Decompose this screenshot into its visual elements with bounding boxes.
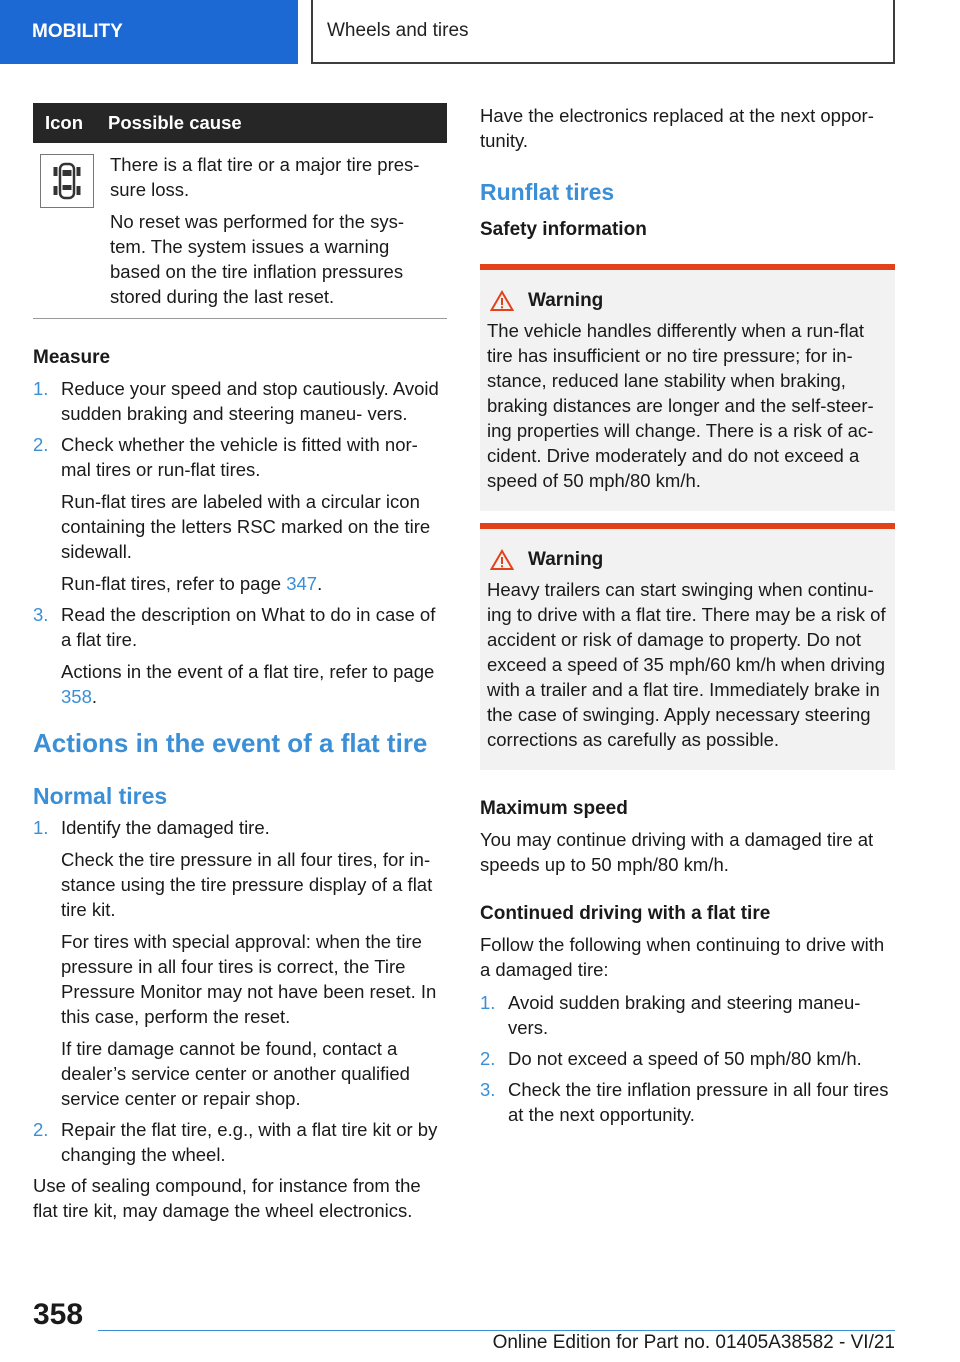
tire-pressure-warning-icon <box>40 154 94 208</box>
measure-item-1: Reduce your speed and stop cautiously. Avoid sudden braking and steering maneu‐ vers. <box>61 378 439 424</box>
flat-item-1-check: Check the tire pressure in all four tires, for in‐ stance using the tire pressure display of a flat tire kit. <box>61 849 433 920</box>
max-speed-text: You may continue driving with a damaged tire at speeds up to 50 mph/80 km/h. <box>480 829 874 875</box>
measure-item-2-note: Run-flat tires are labeled with a circular icon containing the letters RSC marked on the tire sidewall. <box>61 491 431 562</box>
table-row <box>33 143 447 319</box>
warning-title: Warning <box>528 549 604 570</box>
list-item <box>33 602 447 709</box>
list-item <box>480 990 895 1040</box>
table-header-icon: Icon <box>44 112 84 133</box>
footer-edition: Online Edition for Part no. 01405A38582 - VI/21 <box>492 1332 895 1353</box>
measure-item-2-text: Check whether the vehicle is fitted with nor‐ mal tires or run-flat tires. <box>61 434 418 480</box>
flat-tire-heading: Actions in the event of a flat tire <box>33 728 428 758</box>
list-number: 3. <box>33 604 49 625</box>
cause-text-2: No reset was performed for the sys‐ tem. The system issues a warning based on the tire inflation pressures stored during the last reset. <box>110 211 405 307</box>
list-number: 1. <box>33 378 49 399</box>
measure-item-3-text: Read the description on What to do in case of a flat tire. <box>61 604 436 650</box>
normal-tires-heading: Normal tires <box>33 783 168 809</box>
list-number: 1. <box>33 817 49 838</box>
table-header <box>33 103 447 143</box>
measure-list <box>33 376 447 709</box>
warning-text: Heavy trailers can start swinging when continu‐ ing to drive with a flat tire. There may be a risk of accident or risk of damage to property. Do not exceed a speed of 35 mph/60 km/h when driving with a trailer and a flat tire. Immediately brake in the case of swinging. Apply necessary steering corrections as carefully as possible. <box>487 579 886 750</box>
electronics-note: Have the electronics replaced at the next oppor‐ tunity. <box>480 105 874 151</box>
max-speed-heading: Maximum speed <box>480 798 628 819</box>
header-section-label: MOBILITY <box>32 21 123 42</box>
flat-item-1-special: For tires with special approval: when the tire pressure in all four tires is correct, the Tire Pressure Monitor may not have been reset. In this case, perform the reset. <box>61 931 437 1027</box>
flat-item-2: Repair the flat tire, e.g., with a flat tire kit or by changing the wheel. <box>61 1119 438 1165</box>
warning-box <box>480 523 895 770</box>
safety-heading: Safety information <box>480 219 647 240</box>
list-number: 1. <box>480 992 496 1013</box>
list-item <box>33 376 447 426</box>
page-link-347[interactable]: 347 <box>286 573 318 594</box>
runflat-heading: Runflat tires <box>480 179 615 205</box>
cause-table <box>33 103 447 319</box>
warning-text: The vehicle handles differently when a run-flat tire has insufficient or no tire pressure; for in‐ stance, reduced lane stability when braking, braking distances are longer and the self-steer‐ ing properties will change. There is a risk of ac‐ cident. Drive moderately and do not exceed a speed of 50 mph/80 km/h. <box>487 320 874 491</box>
warning-box <box>480 264 895 511</box>
continued-driving-list <box>480 990 895 1127</box>
warning-triangle-icon <box>490 290 514 312</box>
table-header-cause: Possible cause <box>108 112 242 133</box>
right-column <box>480 103 895 1127</box>
warning-title: Warning <box>528 290 604 311</box>
header-title-label: Wheels and tires <box>327 20 469 41</box>
sealing-note: Use of sealing compound, for instance from the flat tire kit, may damage the wheel electronics. <box>33 1175 421 1221</box>
list-item <box>480 1077 895 1127</box>
header-section-tab <box>0 0 298 64</box>
flat-item-1-text: Identify the damaged tire. <box>61 817 270 838</box>
list-item <box>33 815 447 1111</box>
cont-item-3: Check the tire inflation pressure in all four tires at the next opportunity. <box>508 1079 889 1125</box>
continued-driving-text: Follow the following when continuing to drive with a damaged tire: <box>480 934 885 980</box>
continued-driving-heading: Continued driving with a flat tire <box>480 903 771 924</box>
cause-text-1: There is a flat tire or a major tire pres‐ sure loss. <box>110 154 420 200</box>
cont-item-1: Avoid sudden braking and steering maneu‐ vers. <box>508 992 861 1038</box>
flat-tire-list <box>33 815 447 1167</box>
cont-item-2: Do not exceed a speed of 50 mph/80 km/h. <box>508 1048 862 1069</box>
list-number: 2. <box>33 1119 49 1140</box>
flat-item-1-dealer: If tire damage cannot be found, contact a dealer’s service center or another qualified service center or repair shop. <box>61 1038 410 1109</box>
measure-item-2-ref: Run-flat tires, refer to page 347. <box>61 573 323 594</box>
list-item <box>33 1117 447 1167</box>
page-link-358[interactable]: 358 <box>61 686 92 707</box>
left-column <box>33 103 447 1223</box>
list-number: 2. <box>480 1048 496 1069</box>
footer-divider <box>98 1330 895 1331</box>
list-item <box>480 1046 895 1071</box>
measure-heading: Measure <box>33 347 111 368</box>
list-number: 3. <box>480 1079 496 1100</box>
header-title-tab <box>311 0 895 64</box>
list-number: 2. <box>33 434 49 455</box>
list-item <box>33 432 447 596</box>
page-number: 358 <box>33 1298 84 1331</box>
table-cause-cell <box>94 152 440 309</box>
warning-triangle-icon <box>490 549 514 571</box>
measure-item-3-ref: Actions in the event of a flat tire, refer to page 358. <box>61 661 435 707</box>
